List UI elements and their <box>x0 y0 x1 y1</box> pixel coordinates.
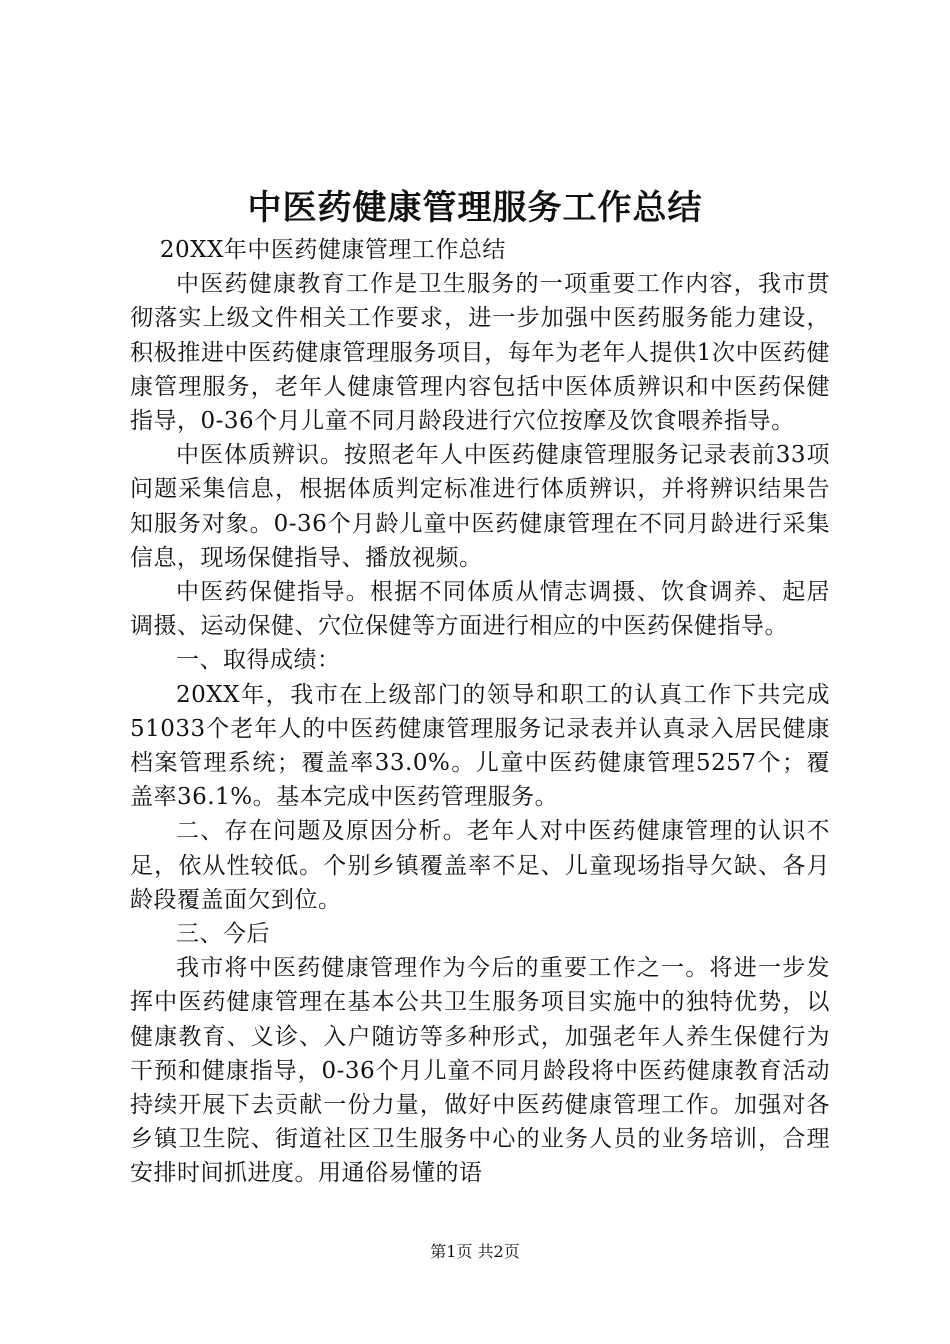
section-heading-future: 三、今后 <box>176 921 270 948</box>
paragraph-intro: 中医药健康教育工作是卫生服务的一项重要工作内容，我市贯彻落实上级文件相关工作要求，进一步加强中医药服务能力建设，积极推进中医药健康管理服务项目，每年为老年人提供1次中医药健康管理服务，老年人健康管理内容包括中医体质辨识和中医药保健指导，0-36个月儿童不同月龄段进行穴位按摩及饮食喂养指导。 <box>130 271 830 435</box>
paragraph-health-guidance: 中医药保健指导。根据不同体质从情志调摄、饮食调养、起居调摄、运动保健、穴位保健等方面进行相应的中医药保健指导。 <box>130 579 830 640</box>
document-body <box>130 233 830 1191</box>
paragraph-constitution: 中医体质辨识。按照老年人中医药健康管理服务记录表前33项问题采集信息，根据体质判定标准进行体质辨识，并将辨识结果告知服务对象。0-36个月龄儿童中医药健康管理在不同月龄进行采集信息，现场保健指导、播放视频。 <box>130 442 830 571</box>
paragraph-future: 我市将中医药健康管理作为今后的重要工作之一。将进一步发挥中医药健康管理在基本公共卫生服务项目实施中的独特优势，以健康教育、义诊、入户随访等多种形式，加强老年人养生保健行为干预和健康指导，0-36个月儿童不同月龄段将中医药健康教育活动持续开展下去贡献一份力量，做好中医药健康管理工作。加强对各乡镇卫生院、街道社区卫生服务中心的业务人员的业务培训，合理安排时间抓进度。用通俗易懂的语 <box>130 955 830 1187</box>
document-title: 中医药健康管理服务工作总结 <box>247 188 703 228</box>
section-heading-achievements: 一、取得成绩： <box>176 647 341 674</box>
paragraph-problems: 二、存在问题及原因分析。老年人对中医药健康管理的认识不足，依从性较低。个别乡镇覆盖率不足、儿童现场指导欠缺、各月龄段覆盖面欠到位。 <box>130 818 830 913</box>
paragraph-achievements: 20XX年，我市在上级部门的领导和职工的认真工作下共完成51033个老年人的中医药健康管理服务记录表并认真录入居民健康档案管理系统；覆盖率33.0%。儿童中医药健康管理5257个；覆盖率36.1%。基本完成中医药管理服务。 <box>130 681 830 811</box>
page-footer: 第1页 共2页 <box>430 1242 520 1261</box>
document-subtitle: 20XX年中医药健康管理工作总结 <box>159 237 506 263</box>
